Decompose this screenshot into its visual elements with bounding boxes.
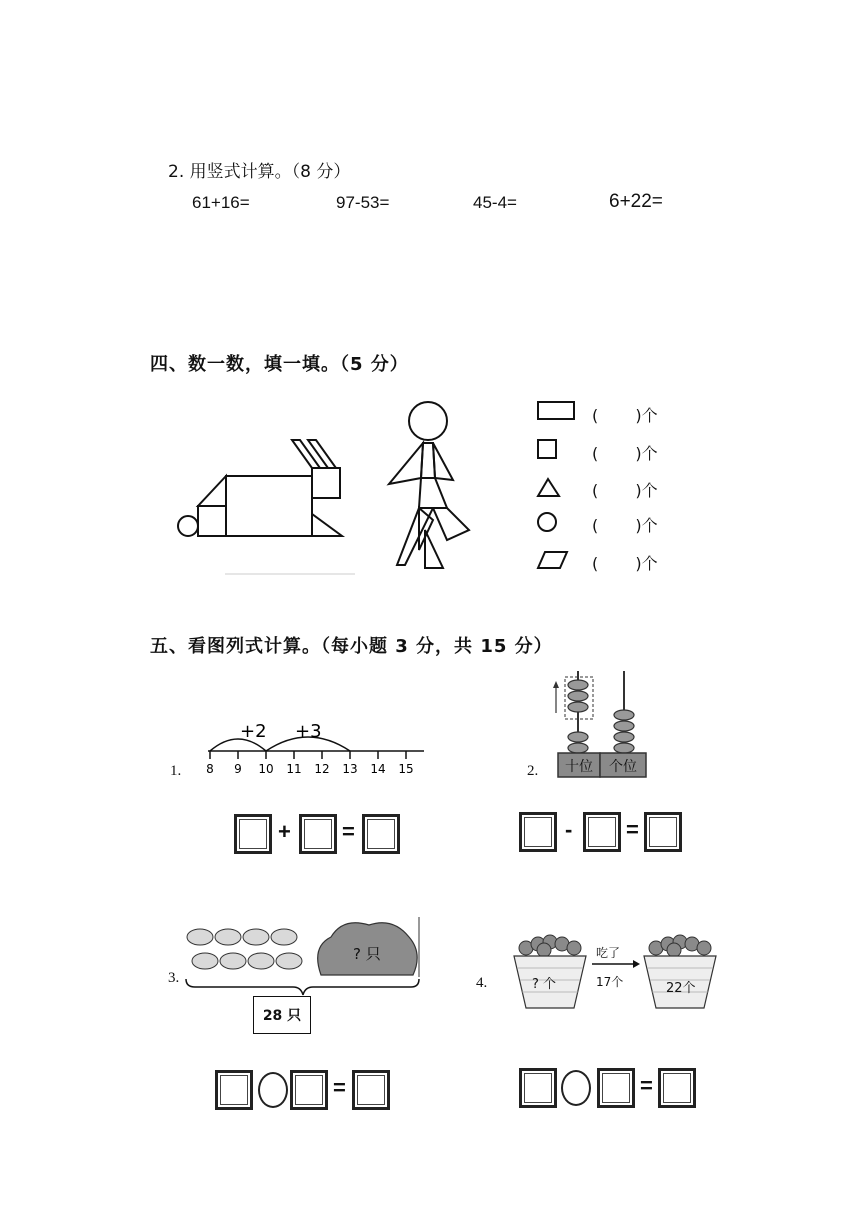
section5-title: 五、看图列式计算。（每小题 3 分，共 15 分） [150,636,553,657]
tick-label: 9 [234,762,242,776]
total-rabbits-label: 28 只 [253,996,311,1034]
p2-equals-sign: = [626,817,639,842]
p3-operator-circle[interactable] [258,1072,288,1108]
jump-label-2: +3 [295,721,322,742]
tens-label: 十位 [565,759,593,775]
p1-plus-sign: + [278,819,291,844]
tick-label: 14 [370,762,386,776]
tick-label: 10 [258,762,274,776]
section4-title: 四、数一数，填一填。（5 分） [150,354,409,375]
triangle-count-blank[interactable]: ( )个 [592,481,658,500]
p1-answer-box-2[interactable] [299,814,337,854]
p2-number: 2. [527,763,539,779]
p4-operator-circle[interactable] [561,1070,591,1106]
expr-2: 97-53= [336,193,390,212]
expr-1: 61+16= [192,193,250,212]
q2-title: 2. 用竖式计算。（8 分） [168,162,351,182]
p3-answer-box-1[interactable] [215,1070,253,1110]
circle-count-blank[interactable]: ( )个 [592,516,658,535]
parallelogram-icon [537,551,569,571]
expr-3: 45-4= [473,193,517,212]
p1-answer-box-3[interactable] [362,814,400,854]
baskets-figure [510,930,725,1015]
tick-label: 11 [286,762,302,776]
tick-label: 13 [342,762,358,776]
p2-answer-box-2[interactable] [583,812,621,852]
rectangle-icon [537,401,577,421]
p4-answer-box-2[interactable] [597,1068,635,1108]
ate-amount-label: 17个 [596,975,624,989]
p4-answer-box-1[interactable] [519,1068,557,1108]
p1-equals-sign: = [342,819,355,844]
p2-answer-box-1[interactable] [519,812,557,852]
basket2-label: 22个 [666,981,696,996]
p2-answer-box-3[interactable] [644,812,682,852]
abacus-figure [548,665,658,780]
tick-label: 12 [314,762,330,776]
square-icon [537,439,559,461]
person-figure [385,400,470,570]
p1-number: 1. [170,763,182,779]
p4-equals-sign: = [640,1073,653,1098]
circle-icon [537,512,559,534]
p1-answer-box-1[interactable] [234,814,272,854]
p2-minus-sign: - [565,817,573,842]
parallelogram-count-blank[interactable]: ( )个 [592,554,658,573]
p3-number: 3. [168,970,180,986]
square-count-blank[interactable]: ( )个 [592,444,658,463]
hidden-rabbits-label: ? 只 [353,945,381,963]
p3-equals-sign: = [333,1075,346,1100]
basket1-label: ? 个 [532,977,557,992]
p4-number: 4. [476,975,488,991]
p3-answer-box-3[interactable] [352,1070,390,1110]
rectangle-count-blank[interactable]: ( )个 [592,406,658,425]
p4-answer-box-3[interactable] [658,1068,696,1108]
ate-label: 吃了 [596,946,621,960]
rabbit-figure [170,430,360,580]
number-line [200,715,430,780]
tick-label: 15 [398,762,414,776]
tick-label: 8 [206,762,214,776]
expr-4: 6+22= [609,191,663,212]
ones-label: 个位 [609,759,637,775]
triangle-icon [537,477,561,499]
jump-label-1: +2 [240,721,267,742]
p3-answer-box-2[interactable] [290,1070,328,1110]
